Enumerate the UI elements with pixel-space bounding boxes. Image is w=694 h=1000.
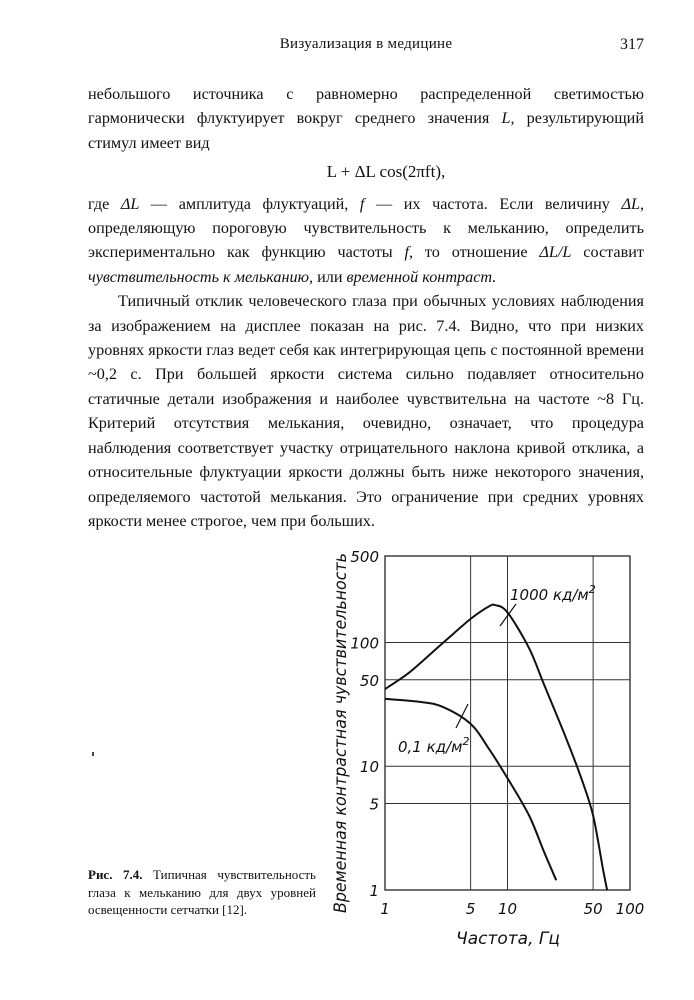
term-flicker-sensitivity: чувствительность к мельканию,	[88, 267, 314, 286]
y-tick-label: 10	[359, 758, 379, 777]
y-tick-label: 50	[359, 671, 379, 690]
series-label-1: 1000 $кд/м^2$	[510, 583, 596, 604]
x-tick-label: 100	[615, 900, 645, 918]
paragraph-2: где ΔL — амплитуда флуктуаций, f — их частота. Если величину ΔL, определяющую пороговую чувствительность к мельканию, определить экспериментально как функцию частоты f, то отношение ΔL/L составит чувствительность к мельканию, или временной контраст.	[88, 194, 644, 286]
x-tick-label: 5	[465, 900, 476, 918]
x-axis-label: Частота, Гц	[456, 929, 560, 949]
formula: L + ΔL cos(2πft),	[326, 162, 446, 182]
y-tick-label: 500	[350, 548, 379, 566]
x-tick-label: 1	[380, 900, 390, 918]
y-tick-label: 1	[369, 882, 379, 900]
series-leader-2	[456, 704, 468, 728]
y-axis-label: Временная контрастная чувствительность	[331, 538, 350, 913]
series-label-2: 0,1 $кд/м^2$	[398, 735, 470, 756]
paragraph-1: небольшого источника с равномерно распределенной светимостью гармонически флуктуирует вокруг среднего значения L, результирующий стимул имеет вид	[88, 85, 644, 152]
y-tick-label: 100	[350, 634, 379, 653]
paragraph-3: Типичный отклик человеческого глаза при обычных условиях наблюдения за изображением на дисплее показан на рис. 7.4. Видно, что при низких уровнях яркости глаз ведет себя как интегрирующая цепь с постоянной времени ~0,2 с. При большей яркости система сильно подавляет относительно статичные детали изображения и наиболее чувствительна на частоте ~8 Гц. Критерий отсутствия мелькания, очевидно, означает, что процедура наблюдения соответствует участку отрицательного наклона кривой отклика, а относительные флуктуации яркости должны быть ниже некоторого значения, определяемого частотой мелькания. Это ограничение при средних уровнях яркости менее строгое, чем при больших.	[88, 292, 644, 530]
figure-caption	[88, 866, 316, 919]
figure-caption-text: Типичная чувствительность глаза к мельканию для двух уровней освещенности сетчатки [12].	[88, 867, 316, 917]
y-tick-label: 5	[369, 795, 379, 814]
page-number: 317	[620, 36, 644, 53]
term-temporal-contrast: временной контраст.	[346, 267, 497, 286]
x-tick-label: 10	[497, 900, 518, 918]
x-tick-label: 50	[583, 900, 603, 918]
figure-label: Рис. 7.4.	[88, 867, 143, 882]
running-title: Визуализация в медицине	[279, 36, 453, 52]
